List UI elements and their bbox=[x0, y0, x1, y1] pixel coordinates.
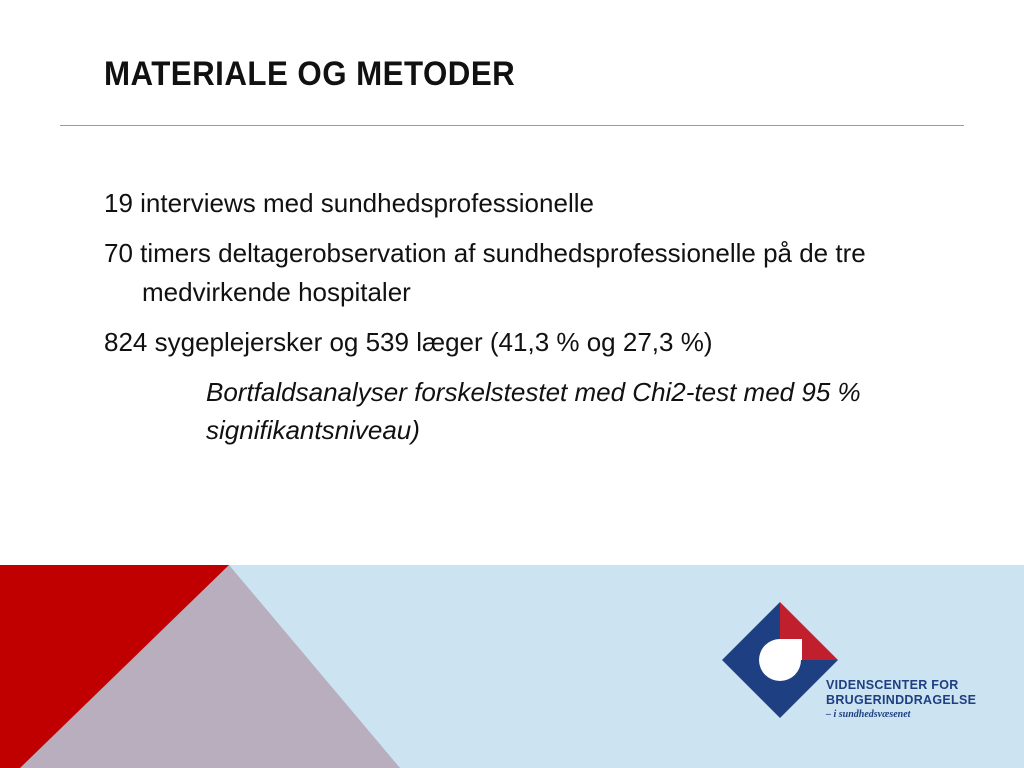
bullet-interviews: 19 interviews med sundhedsprofessionelle bbox=[104, 188, 594, 218]
logo-line-2: BRUGERINDDRAGELSE bbox=[826, 693, 977, 707]
bullet-observation: 70 timers deltagerobservation af sundhedsprofessionelle på de tre medvirkende hospitaler bbox=[104, 238, 866, 307]
bullet-respondents: 824 sygeplejersker og 539 læger (41,3 % og 27,3 %) bbox=[104, 327, 713, 357]
logo-line-3: – i sundhedsvæsenet bbox=[826, 709, 911, 720]
bullet-note: Bortfaldsanalyser forskelstestet med Chi2-test med 95 % signifikantsniveau) bbox=[206, 377, 861, 445]
logo-wordmark bbox=[826, 678, 976, 721]
slide-body bbox=[104, 184, 904, 449]
slide-title: MATERIALE OG METODER bbox=[104, 55, 516, 93]
title-divider bbox=[60, 125, 964, 126]
logo-line-1: VIDENSCENTER FOR bbox=[826, 678, 959, 692]
logo-circle-notch bbox=[780, 639, 802, 660]
